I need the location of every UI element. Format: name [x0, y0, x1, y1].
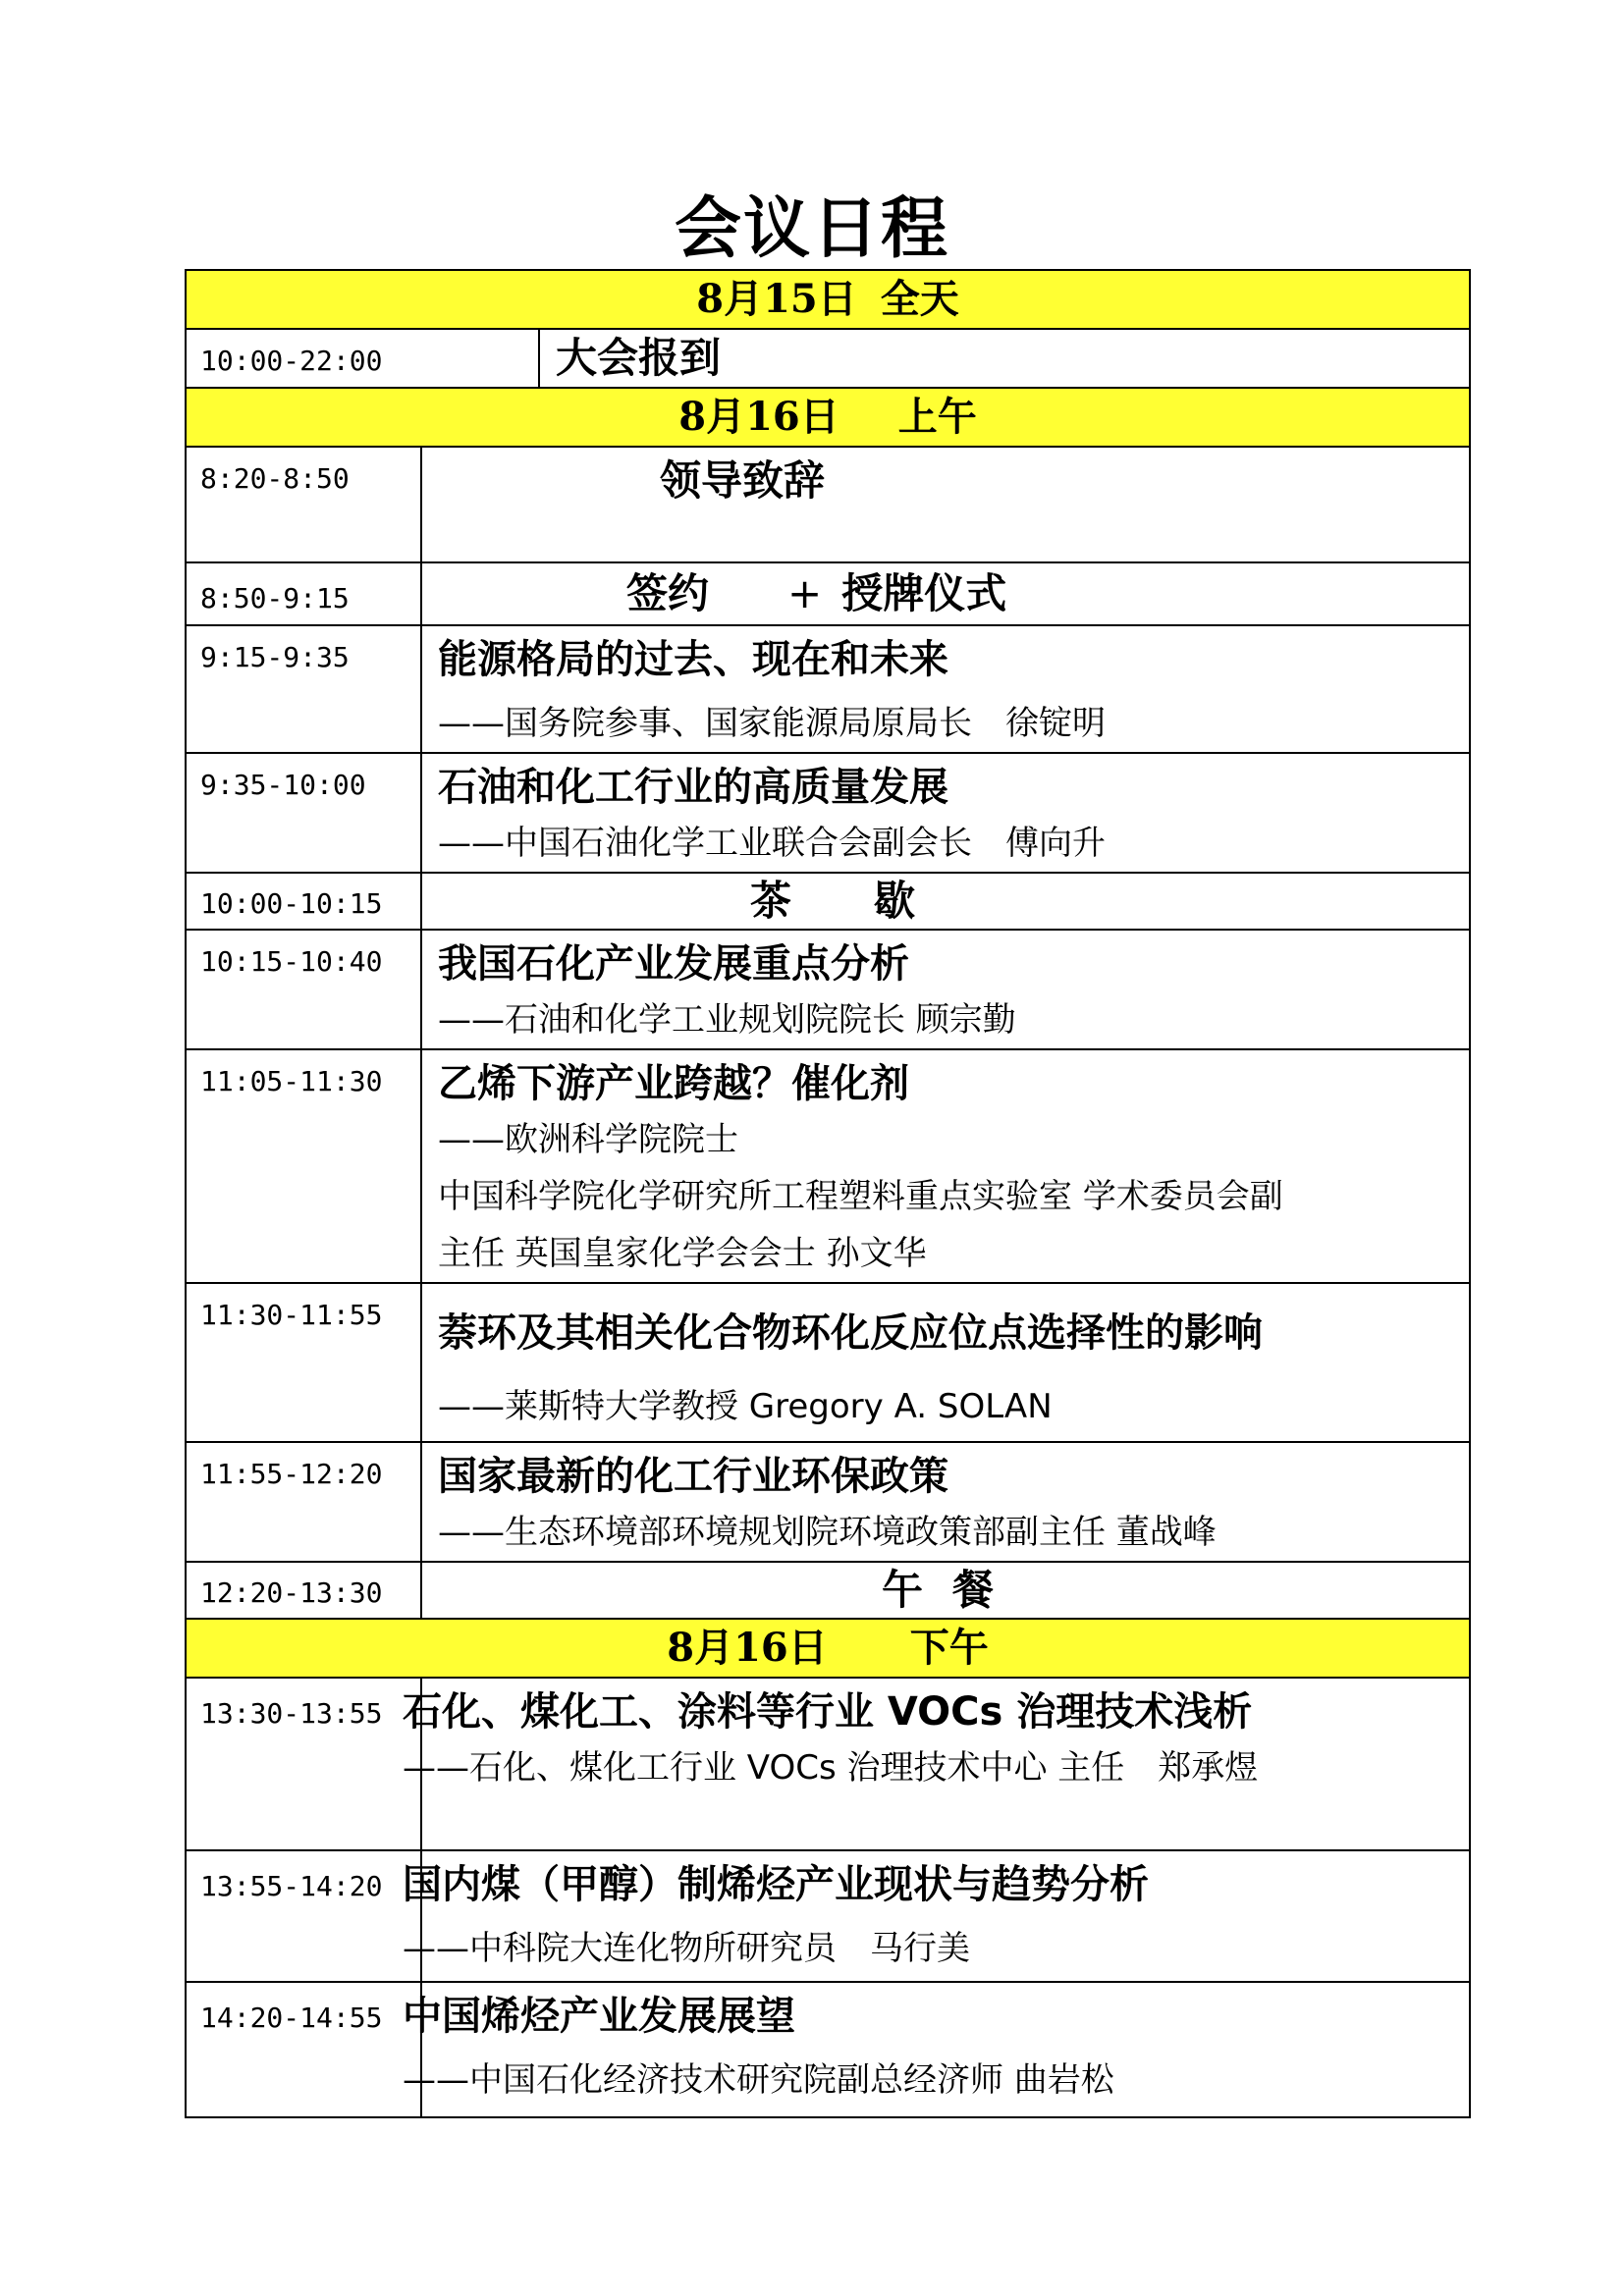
talk-title: 国家最新的化工行业环保政策: [438, 1454, 948, 1499]
signing-label: 签约: [626, 569, 710, 617]
day-header-date: 8月16日: [678, 394, 839, 440]
speaker-line: ——生态环境部环境规划院环境政策部副主任 董战峰: [438, 1513, 1217, 1552]
schedule-row-talk: [186, 753, 1470, 873]
registration-title: 大会报到: [556, 334, 722, 382]
talk-title: 石油和化工行业的高质量发展: [438, 765, 948, 810]
speaker-line: ——石油和化学工业规划院院长 顾宗勤: [438, 1000, 1016, 1040]
schedule-row-talk: [186, 1678, 1470, 1850]
schedule-row-talk: [186, 625, 1470, 753]
signing-title: [438, 566, 1453, 621]
speaker-line: ——欧洲科学院院士: [438, 1120, 738, 1159]
time-cell: 10:00-10:15: [186, 873, 421, 930]
tea-char: 茶: [750, 877, 792, 925]
schedule-row-talk: [186, 1442, 1470, 1562]
day-header-aug16-morning: [186, 388, 1470, 447]
talk-title: 乙烯下游产业跨越？催化剂: [438, 1061, 909, 1106]
day-header-aug15: [186, 270, 1470, 329]
speaker-line: 中国科学院化学研究所工程塑料重点实验室 学术委员会副: [438, 1177, 1283, 1216]
opening-title: 领导致辞: [660, 456, 826, 505]
talk-title: 中国烯烃产业发展展望: [403, 1994, 795, 2039]
time-cell: 8:50-9:15: [186, 562, 421, 625]
time-cell: 12:20-13:30: [186, 1562, 421, 1619]
time-cell: 9:15-9:35: [186, 625, 421, 753]
talk-title: 石化、煤化工、涂料等行业 VOCs 治理技术浅析: [403, 1689, 1253, 1735]
schedule-row-tea-break: [186, 873, 1470, 930]
schedule-row-signing: [186, 562, 1470, 625]
speaker-line: 主任 英国皇家化学会会士 孙文华: [438, 1234, 927, 1273]
schedule-row-talk: [186, 1982, 1470, 2117]
time-cell: 10:00-22:00: [186, 329, 539, 388]
schedule-row-talk: [186, 1283, 1470, 1442]
speaker-line: ——石化、煤化工行业 VOCs 治理技术中心 主任 郑承煜: [403, 1748, 1259, 1788]
day-header-period: 上午: [897, 394, 977, 440]
time-cell: 13:30-13:55: [186, 1678, 421, 1850]
time-cell: 11:30-11:55: [186, 1283, 421, 1442]
talk-title: 国内煤（甲醇）制烯烃产业现状与趋势分析: [403, 1862, 1149, 1907]
day-header-period: 下午: [909, 1625, 989, 1671]
day-header-period: 全天: [880, 276, 959, 322]
talk-title: 我国石化产业发展重点分析: [438, 941, 909, 987]
schedule-row-talk: [186, 1850, 1470, 1982]
award-label: 授牌仪式: [841, 569, 1007, 617]
tea-break-title: [438, 874, 1453, 929]
speaker-line: ——中国石油化学工业联合会副会长 傅向升: [438, 824, 1106, 863]
schedule-row-talk: [186, 930, 1470, 1049]
page-title: 会议日程: [674, 190, 949, 268]
day-header-date: 8月15日: [696, 276, 857, 322]
time-cell: 11:55-12:20: [186, 1442, 421, 1562]
lunch-char: 午: [882, 1566, 924, 1614]
schedule-row-registration: [186, 329, 1470, 388]
speaker-line: ——国务院参事、国家能源局原局长 徐锭明: [438, 704, 1106, 743]
day-header-aug16-afternoon: [186, 1619, 1470, 1678]
speaker-line: ——中国石化经济技术研究院副总经济师 曲岩松: [403, 2060, 1114, 2100]
meal-char: 餐: [952, 1566, 995, 1614]
time-cell: 14:20-14:55: [186, 1982, 421, 2117]
day-header-date: 8月16日: [667, 1625, 828, 1671]
schedule-row-opening: [186, 447, 1470, 562]
time-cell: 9:35-10:00: [186, 753, 421, 873]
schedule-table: [185, 269, 1471, 2118]
schedule-row-talk: [186, 1049, 1470, 1283]
speaker-line: ——莱斯特大学教授 Gregory A. SOLAN: [438, 1387, 1053, 1426]
time-cell: 8:20-8:50: [186, 447, 421, 562]
schedule-row-lunch: [186, 1562, 1470, 1619]
talk-title: 萘环及其相关化合物环化反应位点选择性的影响: [438, 1310, 1263, 1356]
plus-sign: +: [787, 569, 823, 617]
time-cell: 13:55-14:20: [186, 1850, 421, 1982]
time-cell: 11:05-11:30: [186, 1049, 421, 1283]
talk-title: 能源格局的过去、现在和未来: [438, 637, 948, 682]
lunch-title: [438, 1563, 1453, 1618]
break-char: 歇: [874, 877, 916, 925]
time-cell: 10:15-10:40: [186, 930, 421, 1049]
speaker-line: ——中科院大连化物所研究员 马行美: [403, 1929, 970, 1968]
